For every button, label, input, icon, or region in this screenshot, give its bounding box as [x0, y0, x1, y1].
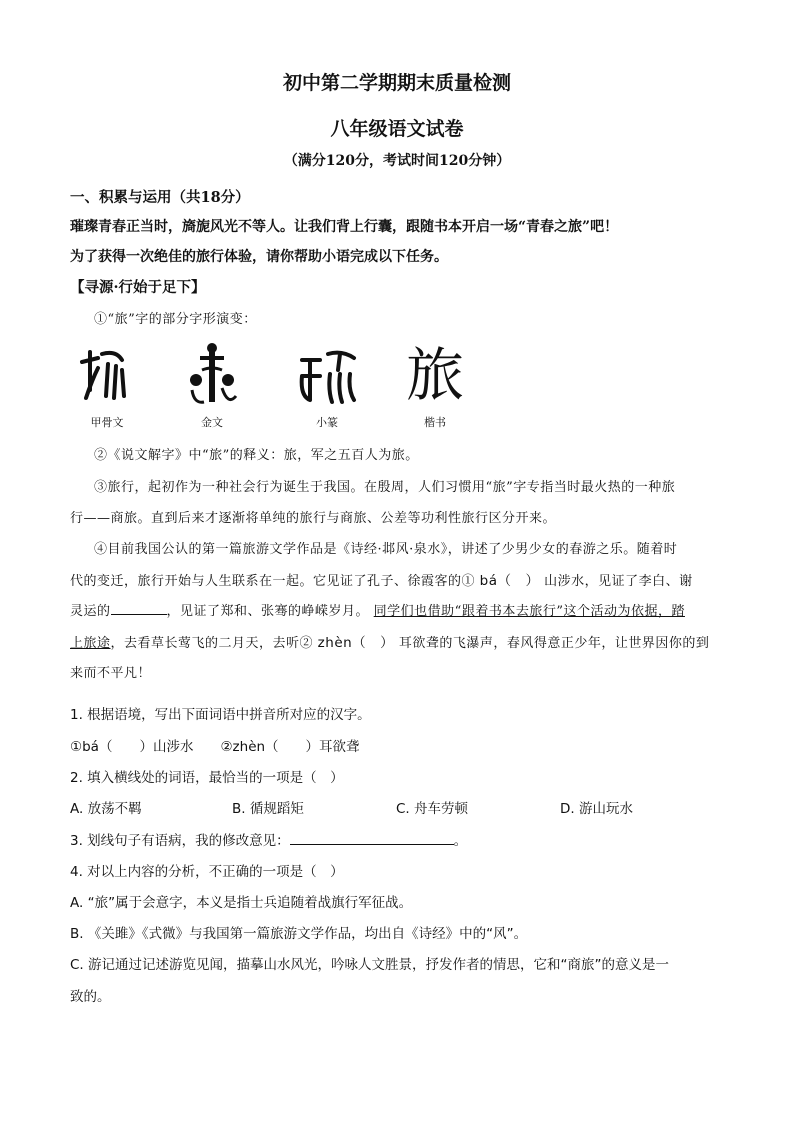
glyph-regular — [400, 340, 470, 430]
exam-subtitle: 八年级语文试卷 — [330, 118, 464, 140]
q3-text: 3. 划线句子有语病，我的修改意见： — [70, 833, 290, 849]
paragraph-4-line-3 — [70, 600, 730, 619]
section-heading: 一、积累与运用（共18分） — [70, 189, 250, 206]
glyph-oracle — [72, 340, 142, 430]
p4-text: 代的变迁，旅行开始与人生联系在一起。它见证了孔子、徐霞客的① — [70, 574, 476, 589]
bronze-glyph-icon — [182, 340, 242, 410]
q3-answer-blank[interactable] — [290, 830, 454, 845]
question-2: 2. 填入横线处的词语，最恰当的一项是（ ） — [70, 770, 344, 786]
fill-blank[interactable] — [111, 600, 167, 615]
pinyin-zhen: zhèn（ ） — [317, 635, 395, 651]
glyph-caption: 金文 — [201, 416, 223, 429]
glyph-caption: 楷书 — [424, 416, 446, 429]
regular-script-glyph: 旅 — [405, 341, 464, 409]
question-3 — [70, 829, 730, 849]
oracle-bone-glyph-icon — [72, 340, 142, 410]
question-4: 4. 对以上内容的分析，不正确的一项是（ ） — [70, 864, 344, 880]
paragraph-4-line-2 — [70, 569, 730, 589]
paragraph-2: ②《说文解字》中“旅”的释义：旅，军之五百人为旅。 — [94, 448, 419, 463]
glyph-caption: 小篆 — [316, 416, 338, 429]
paragraph-3-line-2: 行——商旅。直到后来才逐渐将单纯的旅行与商旅、公差等功利性旅行区分开来。 — [70, 511, 557, 526]
question-1-items: ①bá（ ）山涉水 ②zhèn（ ）耳欲聋 — [70, 739, 360, 755]
p4-text: ，去看草长莺飞的二月天，去听② — [110, 636, 314, 651]
glyph-seal — [292, 340, 362, 430]
p4-text: 耳欲聋的飞瀑声，春风得意正少年，让世界因你的到 — [398, 636, 710, 651]
glyph-caption: 甲骨文 — [90, 416, 124, 429]
p4-text: 山涉水，见证了李白、谢 — [544, 574, 693, 589]
q4-option-a[interactable]: A. “旅”属于会意字，本义是指士兵追随着战旗行军征战。 — [70, 895, 413, 911]
exam-note: （满分120分，考试时间120分钟） — [283, 153, 511, 169]
q2-option-b[interactable]: B. 循规蹈矩 — [232, 801, 304, 817]
p4-text: 灵运的 — [70, 604, 111, 619]
glyph-evolution — [70, 340, 730, 440]
intro-line-2: 为了获得一次绝佳的旅行体验，请你帮助小语完成以下任务。 — [70, 249, 448, 265]
pinyin-ba: bá（ ） — [479, 573, 540, 589]
glyph-intro: ①“旅”字的部分字形演变： — [94, 312, 257, 327]
paragraph-4-line-5: 来而不平凡！ — [70, 666, 152, 681]
sub-heading: 【寻源·行始于足下】 — [70, 279, 206, 296]
underlined-sentence-end: 上旅途 — [70, 636, 111, 651]
exam-title: 初中第二学期期末质量检测 — [282, 72, 511, 94]
q2-option-c[interactable]: C. 舟车劳顿 — [396, 801, 469, 817]
q2-option-d[interactable]: D. 游山玩水 — [560, 801, 633, 817]
q4-option-b[interactable]: B. 《关雎》《式微》与我国第一篇旅游文学作品，均出自《诗经》中的“风”。 — [70, 926, 528, 942]
q4-option-c-line-2: 致的。 — [70, 989, 111, 1005]
paragraph-4-line-4 — [70, 631, 730, 651]
underlined-sentence: 同学们也借助“跟着书本去旅行”这个活动为依据，踏 — [373, 604, 685, 619]
q3-end: 。 — [453, 833, 468, 849]
intro-line-1: 璀璨青春正当时，旖旎风光不等人。让我们背上行囊，跟随书本开启一场“青春之旅”吧！ — [70, 219, 619, 235]
q2-option-a[interactable]: A. 放荡不羁 — [70, 801, 142, 817]
p4-text: ，见证了郑和、张骞的峥嵘岁月。 — [166, 604, 370, 619]
paragraph-4-line-1: ④目前我国公认的第一篇旅游文学作品是《诗经·邶风·泉水》，讲述了少男少女的春游之乐。随着时 — [94, 542, 678, 557]
question-1: 1. 根据语境，写出下面词语中拼音所对应的汉字。 — [70, 707, 371, 723]
paragraph-3-line-1: ③旅行，起初作为一种社会行为诞生于我国。在殷周，人们习惯用“旅”字专指当时最火热的一种旅 — [94, 480, 676, 495]
seal-script-glyph-icon — [292, 340, 362, 410]
glyph-bronze — [182, 340, 242, 430]
q4-option-c-line-1[interactable]: C. 游记通过记述游览见闻，描摹山水风光，吟咏人文胜景，抒发作者的情思，它和“商旅”的意义是一 — [70, 957, 669, 973]
